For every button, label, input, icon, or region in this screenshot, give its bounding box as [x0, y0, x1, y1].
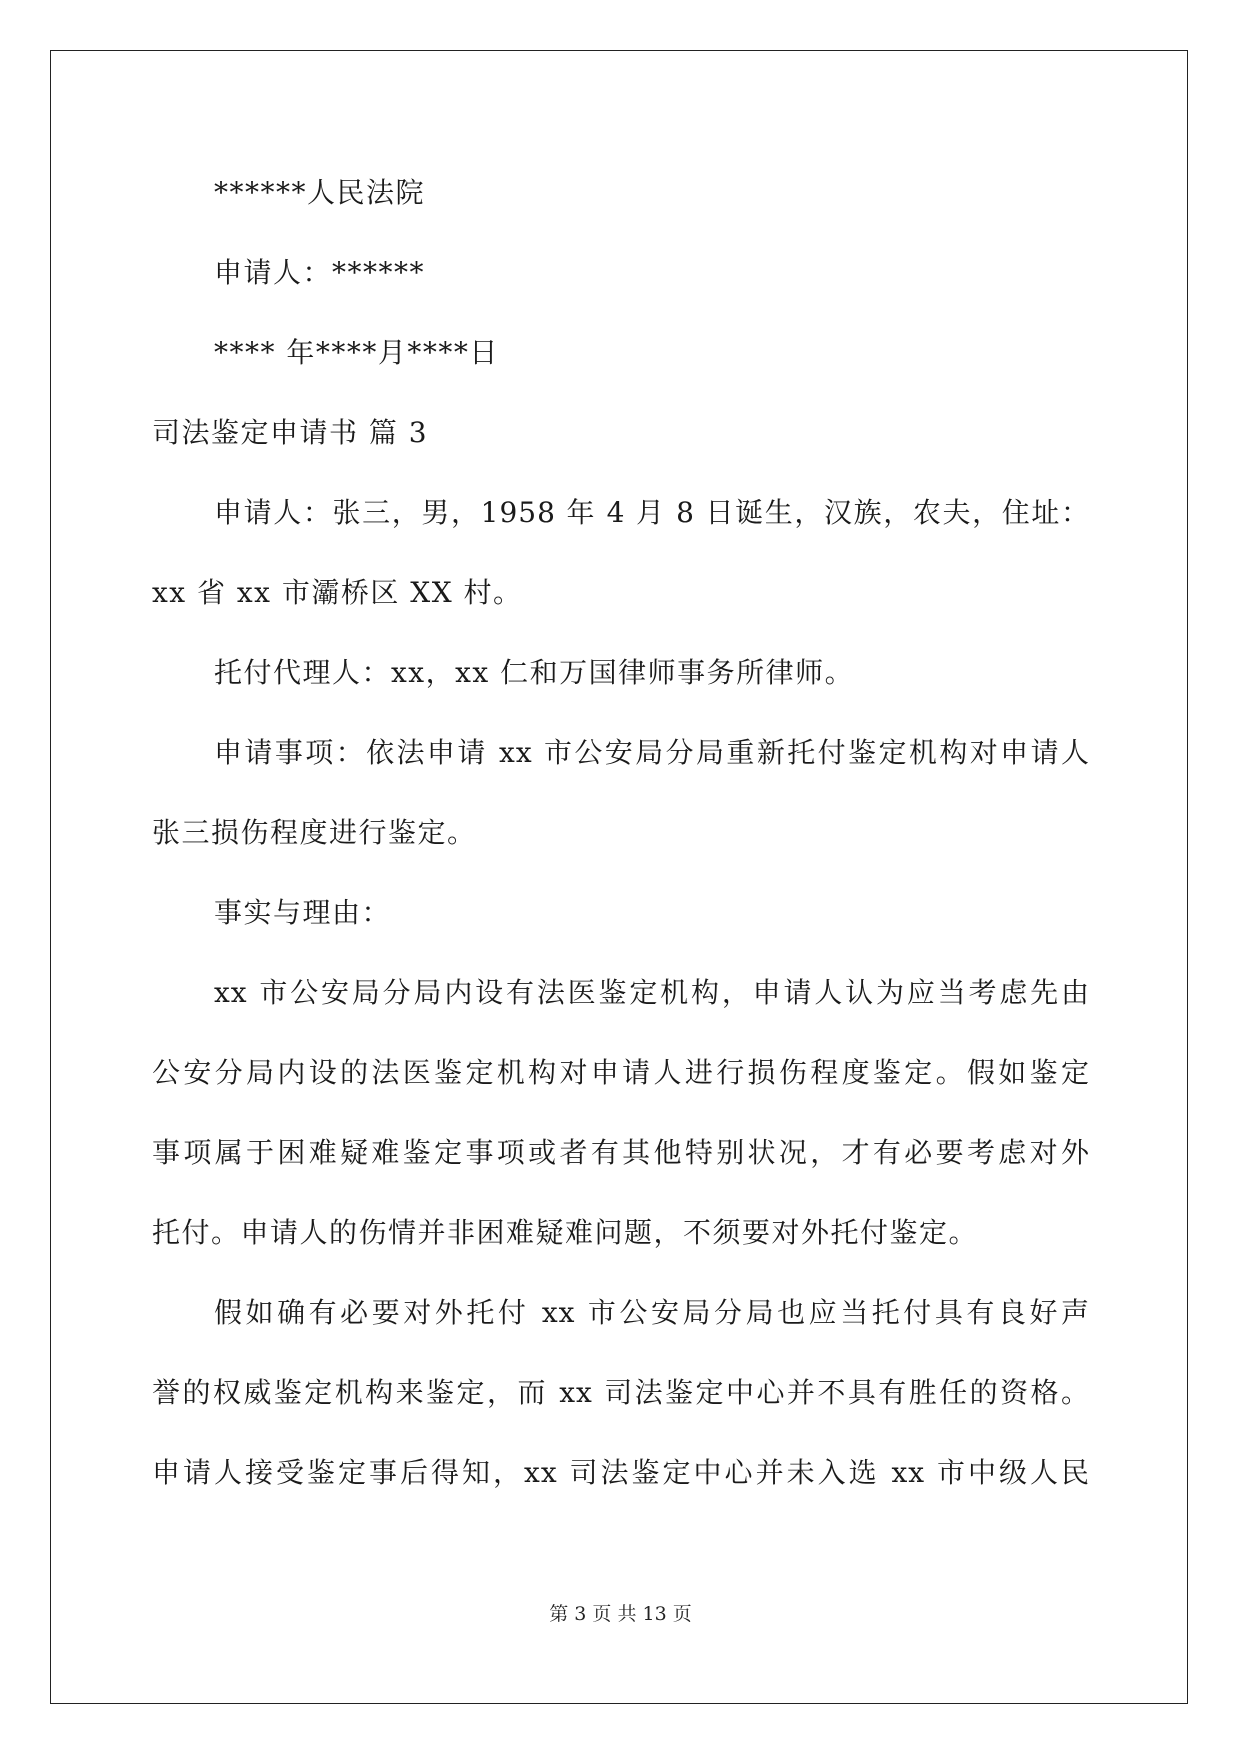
paragraph-reason-line-1: 假如确有必要对外托付 xx 市公安局分局也应当托付具有良好声 [214, 1296, 1090, 1329]
paragraph-reason-line-3: 申请人接受鉴定事后得知，xx 司法鉴定中心并未入选 xx 市中级人民 [152, 1456, 1090, 1489]
paragraph-facts-line-2: 公安分局内设的法医鉴定机构对申请人进行损伤程度鉴定。假如鉴定 [152, 1056, 1090, 1089]
facts-heading: 事实与理由： [214, 896, 392, 929]
paragraph-reason-line-2: 誉的权威鉴定机构来鉴定，而 xx 司法鉴定中心并不具有胜任的资格。 [152, 1376, 1090, 1409]
paragraph-facts-line-1: xx 市公安局分局内设有法医鉴定机构，申请人认为应当考虑先由 [214, 976, 1090, 1009]
paragraph-request-line-1: 申请事项：依法申请 xx 市公安局分局重新托付鉴定机构对申请人 [214, 736, 1090, 769]
section-title: 司法鉴定申请书 篇 3 [152, 416, 429, 449]
applicant-signature: 申请人：****** [214, 256, 426, 289]
paragraph-applicant-line-1: 申请人：张三，男，1958 年 4 月 8 日诞生，汉族，农夫，住址： [214, 496, 1090, 529]
signature-date: **** 年****月****日 [214, 336, 499, 369]
court-name: ******人民法院 [214, 176, 426, 209]
paragraph-request-line-2: 张三损伤程度进行鉴定。 [152, 816, 477, 849]
paragraph-agent: 托付代理人：xx，xx 仁和万国律师事务所律师。 [214, 656, 855, 689]
paragraph-facts-line-4: 托付。申请人的伤情并非困难疑难问题，不须要对外托付鉴定。 [152, 1216, 979, 1249]
page-number: 第 3 页 共 13 页 [549, 1603, 692, 1625]
paragraph-applicant-line-2: xx 省 xx 市灞桥区 XX 村。 [152, 576, 523, 609]
paragraph-facts-line-3: 事项属于困难疑难鉴定事项或者有其他特别状况，才有必要考虑对外 [152, 1136, 1090, 1169]
